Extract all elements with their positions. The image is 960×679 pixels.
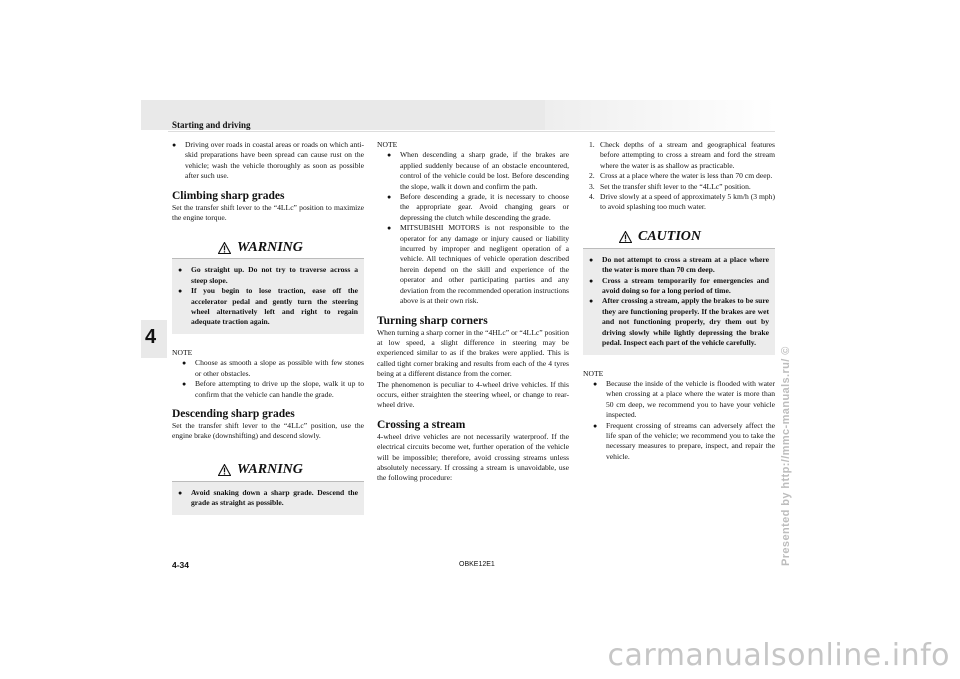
bullet-icon: ● bbox=[172, 141, 177, 149]
note-label: NOTE bbox=[583, 368, 604, 378]
warning-label: WARNING bbox=[237, 462, 303, 478]
header-rule bbox=[168, 131, 775, 132]
warning-label: WARNING bbox=[237, 239, 303, 255]
list-item: 4. Drive slowly at a speed of approximately 5 km/h (3 mph) to avoid splashing too much water. bbox=[589, 192, 775, 212]
list-item: ● Because the inside of the vehicle is flooded with water when crossing at a place where the water is more than 50 cm deep, we recommend you to have your vehicle inspected. bbox=[593, 378, 775, 420]
note-label: NOTE bbox=[377, 140, 398, 149]
note-list bbox=[172, 358, 364, 400]
warning-triangle-icon bbox=[218, 242, 231, 254]
list-item: ● Go straight up. Do not try to traverse across a steep slope. bbox=[178, 265, 358, 285]
climbing-text: Set the transfer shift lever to the “4LLc” position to maximize the engine torque. bbox=[172, 202, 364, 223]
bullet-icon: ● bbox=[387, 151, 392, 160]
site-watermark: carmanualsonline.info bbox=[607, 638, 950, 673]
chapter-number: 4 bbox=[145, 326, 157, 348]
document-code: OBKE12E1 bbox=[459, 561, 495, 568]
warning-box-descending bbox=[172, 460, 364, 515]
list-item: ● Avoid snaking down a sharp grade. Descend the grade as straight as possible. bbox=[178, 487, 358, 508]
page-number: 4-34 bbox=[172, 560, 190, 570]
list-item: ● Cross a stream temporarily for emergencies and avoid doing so for a long period of time. bbox=[589, 275, 769, 296]
warning-box-climbing bbox=[172, 237, 364, 333]
descending-text: Set the transfer shift lever to the “4LLc” position, use the engine brake (downshifting) and descend slowly. bbox=[172, 420, 364, 441]
section-title: Starting and driving bbox=[172, 120, 251, 130]
side-watermark: Presented by http://mmc-manuals.ru/ © bbox=[780, 346, 792, 566]
bullet-icon: ● bbox=[387, 224, 392, 233]
note-list bbox=[377, 150, 569, 306]
warning-triangle-icon bbox=[218, 464, 231, 476]
list-item: ● MITSUBISHI MOTORS is not responsible to the operator for any damage or injury caused or liability incurred by improper and negligent operation of a vehicle. All techniques of vehicle operation described herein depend on the skill and experience of the operator and other participating parties and any deviation from the recommended operation instructions above is at their own risk. bbox=[387, 223, 569, 306]
list-item: ● Before attempting to drive up the slope, walk it up to confirm that the vehicle can handle the grade. bbox=[182, 379, 364, 399]
list-item: ● When descending a sharp grade, if the brakes are applied suddenly because of an obstacle encountered, control of the vehicle could be lost. Before descending the slope, walk it down and confirm the path. bbox=[387, 150, 569, 191]
list-item: 3. Set the transfer shift lever to the “4LLc” position. bbox=[589, 181, 751, 191]
list-item: ● If you begin to lose traction, ease off the accelerator pedal and gently turn the steering wheel alternatively left and right to regain adequate traction again. bbox=[178, 286, 358, 327]
column-middle bbox=[377, 140, 569, 484]
list-item: ● After crossing a stream, apply the brakes to be sure they are functioning properly. If the brakes are wet and not functioning properly, dry them out by driving slowly while lightly depressing the brake pedal. Inspect each part of the vehicle carefully. bbox=[589, 296, 769, 348]
bullet-icon: ● bbox=[182, 359, 187, 368]
heading-turning: Turning sharp corners bbox=[377, 314, 488, 327]
list-item: 1. Check depths of a stream and geographical features before attempting to cross a stream and ford the stream where the water is as shallow as practicable. bbox=[589, 140, 775, 170]
caution-label: CAUTION bbox=[638, 229, 702, 245]
warning-header bbox=[172, 237, 364, 259]
warning-header bbox=[172, 460, 364, 482]
heading-descending: Descending sharp grades bbox=[172, 407, 295, 420]
column-left bbox=[172, 140, 364, 515]
note-list bbox=[583, 379, 775, 462]
bullet-icon: ● bbox=[387, 193, 392, 202]
bullet-icon: ● bbox=[178, 287, 183, 296]
list-item: 2. Cross at a place where the water is less than 70 cm deep. bbox=[589, 171, 773, 181]
list-item: ● Do not attempt to cross a stream at a place where the water is more than 70 cm deep. bbox=[589, 254, 769, 275]
list-item: ● Choose as smooth a slope as possible with few stones or other obstacles. bbox=[182, 358, 364, 378]
note-label: NOTE bbox=[172, 347, 193, 357]
bullet-icon: ● bbox=[178, 266, 183, 275]
bullet-icon: ● bbox=[182, 380, 187, 389]
caution-header bbox=[583, 227, 775, 249]
crossing-text: 4-wheel drive vehicles are not necessarily waterproof. If the electrical circuits become wet, further operation of the vehicle will be impossible; therefore, avoid crossing streams unless absolutely necessary. If crossing a stream is unavoidable, use the following procedure: bbox=[377, 431, 569, 483]
bullet-icon: ● bbox=[593, 379, 598, 388]
caution-box bbox=[583, 227, 775, 355]
bullet-icon: ● bbox=[589, 297, 594, 306]
bullet-icon: ● bbox=[178, 488, 183, 497]
list-item: ● Frequent crossing of streams can adversely affect the life span of the vehicle; we recommend you to take the necessary measures to prepare, inspect, and repair the vehicle. bbox=[593, 420, 775, 461]
turning-text-1: When turning a sharp corner in the “4HLc” or “4LLc” position at low speed, a slight difference in steering may be experienced similar to as if the brakes were applied. This is called tight corner braking and results from each of the 4 tyres being at a different distance from the corner. bbox=[377, 327, 569, 379]
heading-climbing: Climbing sharp grades bbox=[172, 189, 285, 202]
list-item: ● Before descending a grade, it is necessary to choose the appropriate gear. Avoid changing gears or depressing the clutch while descending the grade. bbox=[387, 192, 569, 222]
column-right bbox=[583, 140, 775, 462]
list-item: ● Driving over roads in coastal areas or roads on which anti-skid preparations have been spread can cause rust on the vehicle; wash the vehicle thoroughly as soon as possible after such use. bbox=[172, 140, 364, 181]
bullet-icon: ● bbox=[589, 255, 594, 264]
bullet-icon: ● bbox=[589, 276, 594, 285]
bullet-icon: ● bbox=[593, 421, 598, 430]
header-band-fade bbox=[545, 100, 775, 130]
procedure-steps bbox=[583, 140, 775, 213]
heading-crossing: Crossing a stream bbox=[377, 418, 466, 431]
turning-text-2: The phenomenon is peculiar to 4-wheel drive vehicles. If this occurs, either straighten the steering wheel, or change to rear-wheel drive. bbox=[377, 379, 569, 410]
warning-triangle-icon bbox=[619, 231, 632, 243]
